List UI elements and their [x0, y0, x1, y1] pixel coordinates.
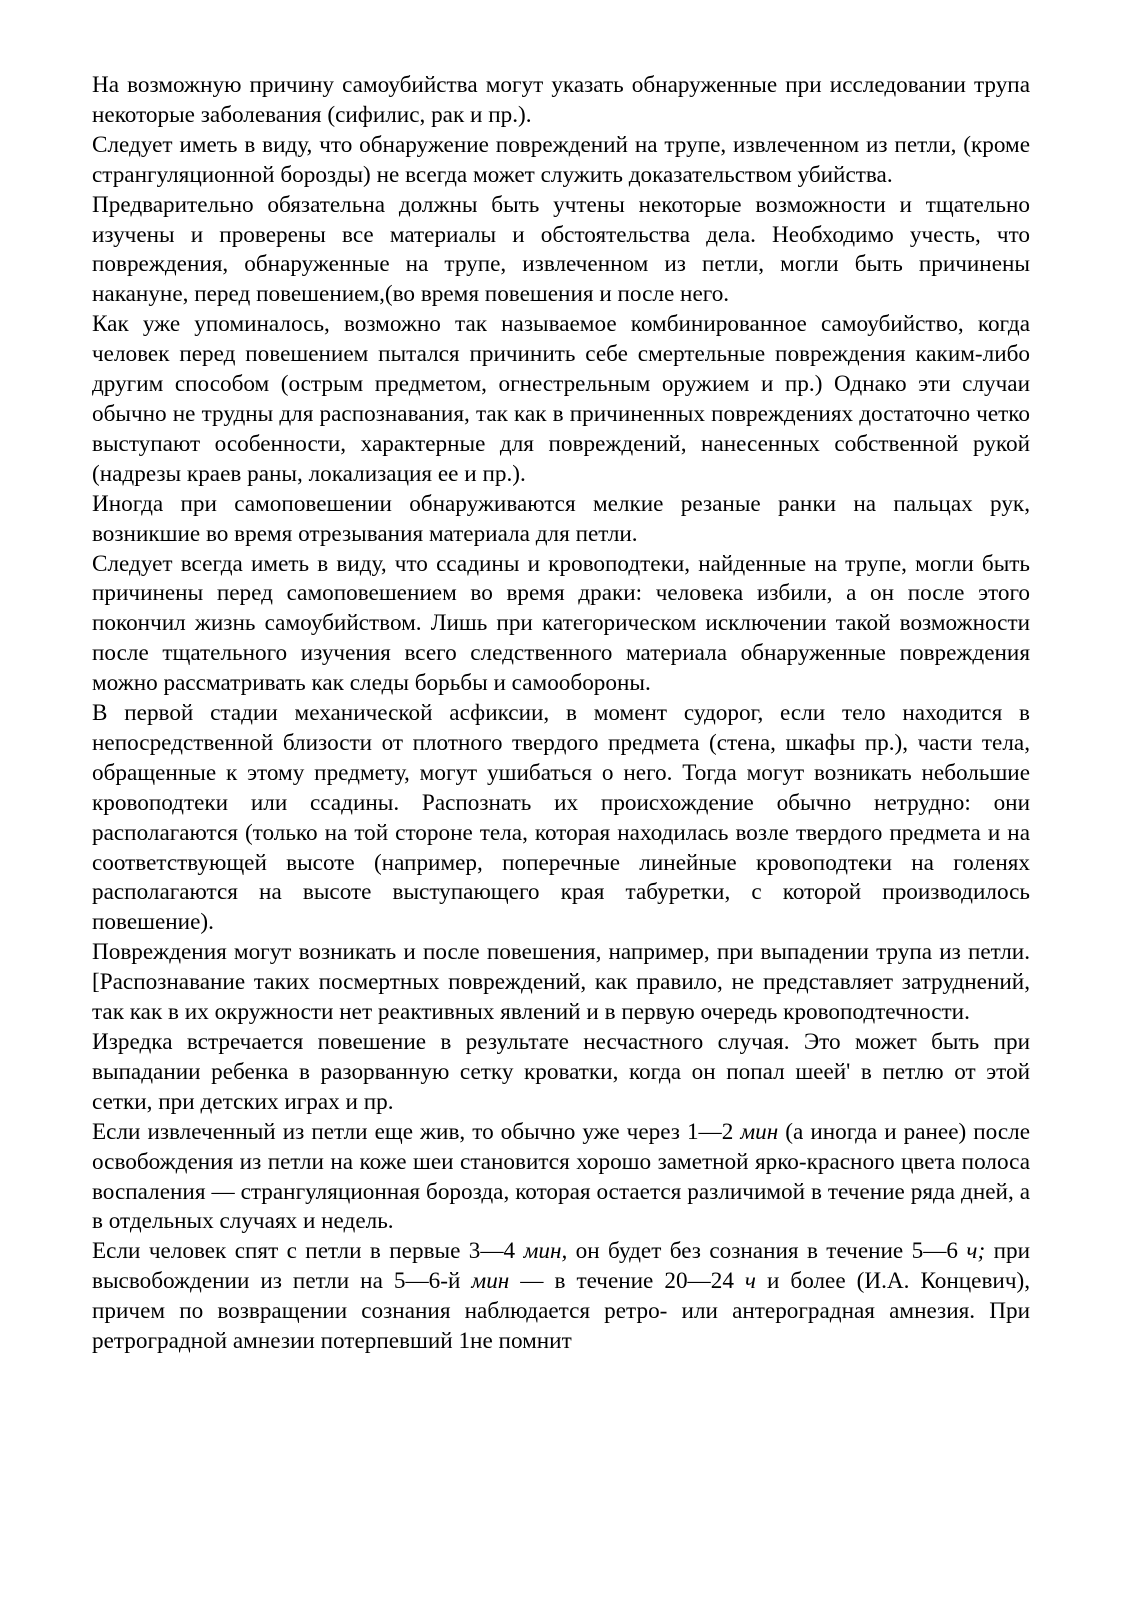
document-page [92, 71, 1030, 1357]
text-run: В первой стадии механической асфиксии, в момент судорог, если тело находится в непосредственной близости от плотного твердого предмета (стена, шкафы пр.), части тела, обращенные к этому предмету, могут ушибаться о него. Тогда могут возникать небольшие кровоподтеки или ссадины. Распознать их происхождение обычно нетрудно: они располагаются (только на той стороне тела, которая находилась возле твердого предмета и на соответствующей высоте (например, поперечные линейные кровоподтеки на голенях располагаются на высоте выступающего края табуретки, с которой производилось повешение). [92, 700, 1030, 936]
text-run: Предварительно обязательна должны быть учтены некоторые возможности и тщательно изучены и проверены все материалы и обстоятельства дела. Необходимо учесть, что повреждения, обнаруженные на трупе, извлеченном из петли, могли быть причинены накануне, перед повешением,(во время повешения и после него. [92, 191, 1030, 308]
text-run: (а иногда и ранее) после освобождения из петли на коже шеи становится хорошо заметной ярко-красного цвета полоса воспаления — странгуляционная борозда, которая остается различимой в течение ряда дней, а в отдельных случаях и недель. [92, 1118, 1030, 1235]
paragraph [92, 1237, 1030, 1357]
paragraph [92, 490, 1030, 550]
text-run: при высвобождении из петли на 5—6-й [92, 1238, 1030, 1295]
text-run: Изредка встречается повешение в результате несчастного случая. Это может быть при выпадании ребенка в разорванную сетку кроватки, когда он попал шеей' в петлю от этой сетки, при детских играх и пр. [92, 1029, 1030, 1115]
paragraph [92, 938, 1030, 1028]
text-run: Повреждения могут возникать и после повешения, например, при выпадении трупа из петли. [Распознавание таких посмертных повреждений, как правило, не представляет затруднений, так как в их окружности нет реактивных явлений и в первую очередь кровоподтечности. [92, 939, 1030, 1026]
text-run: и более (И.А. Концевич), причем по возвращении сознания наблюдается ретро- или антероградная амнезия. При ретроградной амнезии потерпевший 1не помнит [92, 1268, 1030, 1355]
text-run: Если извлеченный из петли еще жив, то обычно уже через 1—2 [92, 1118, 741, 1145]
paragraph [92, 191, 1030, 311]
text-run: Как уже упоминалось, возможно так называемое комбинированное самоубийство, когда человек перед повешением пытался причинить себе смертельные повреждения каким-либо другим способом (острым предметом, огнестрельным оружием и пр.) Однако эти случаи обычно не трудны для распознавания, так как в причиненных повреждениях достаточно четко выступают особенности, характерные для повреждений, нанесенных собственной рукой (надрезы краев раны, локализация ее и пр.). [92, 311, 1030, 487]
italic-unit: мин [471, 1268, 510, 1295]
italic-unit: ч; [966, 1238, 986, 1265]
italic-unit: мин [740, 1118, 779, 1145]
paragraph [92, 131, 1030, 191]
paragraph [92, 1028, 1030, 1118]
italic-unit: мин, [523, 1238, 568, 1265]
text-run: Если человек спят с петли в первые 3—4 [92, 1238, 524, 1265]
text-run: На возможную причину самоубийства могут указать обнаруженные при исследовании трупа некоторые заболевания (сифилис, рак и пр.). [92, 72, 1030, 128]
text-run: Следует всегда иметь в виду, что ссадины и кровоподтеки, найденные на трупе, могли быть причинены перед самоповешением во время драки: человека избили, а он после этого покончил жизнь самоубийством. Лишь при категорическом исключении такой возможности после тщательного изучения всего следственного материала обнаруженные повреждения можно рассматривать как следы борьбы и самообороны. [92, 550, 1030, 697]
paragraph [92, 699, 1030, 938]
text-run: Следует иметь в виду, что обнаружение повреждений на трупе, извлеченном из петли, (кроме странгуляционной борозды) не всегда может служить доказательством убийства. [92, 131, 1030, 188]
paragraph [92, 550, 1030, 700]
text-run: он будет без сознания в течение 5—6 [567, 1238, 967, 1265]
paragraph [92, 1118, 1030, 1238]
italic-unit: ч [744, 1268, 756, 1295]
paragraph [92, 310, 1030, 489]
text-run: — в течение 20—24 [509, 1268, 745, 1295]
text-run: Иногда при самоповешении обнаруживаются мелкие резаные ранки на пальцах рук, возникшие во время отрезывания материала для петли. [92, 490, 1030, 547]
paragraph [92, 71, 1030, 131]
